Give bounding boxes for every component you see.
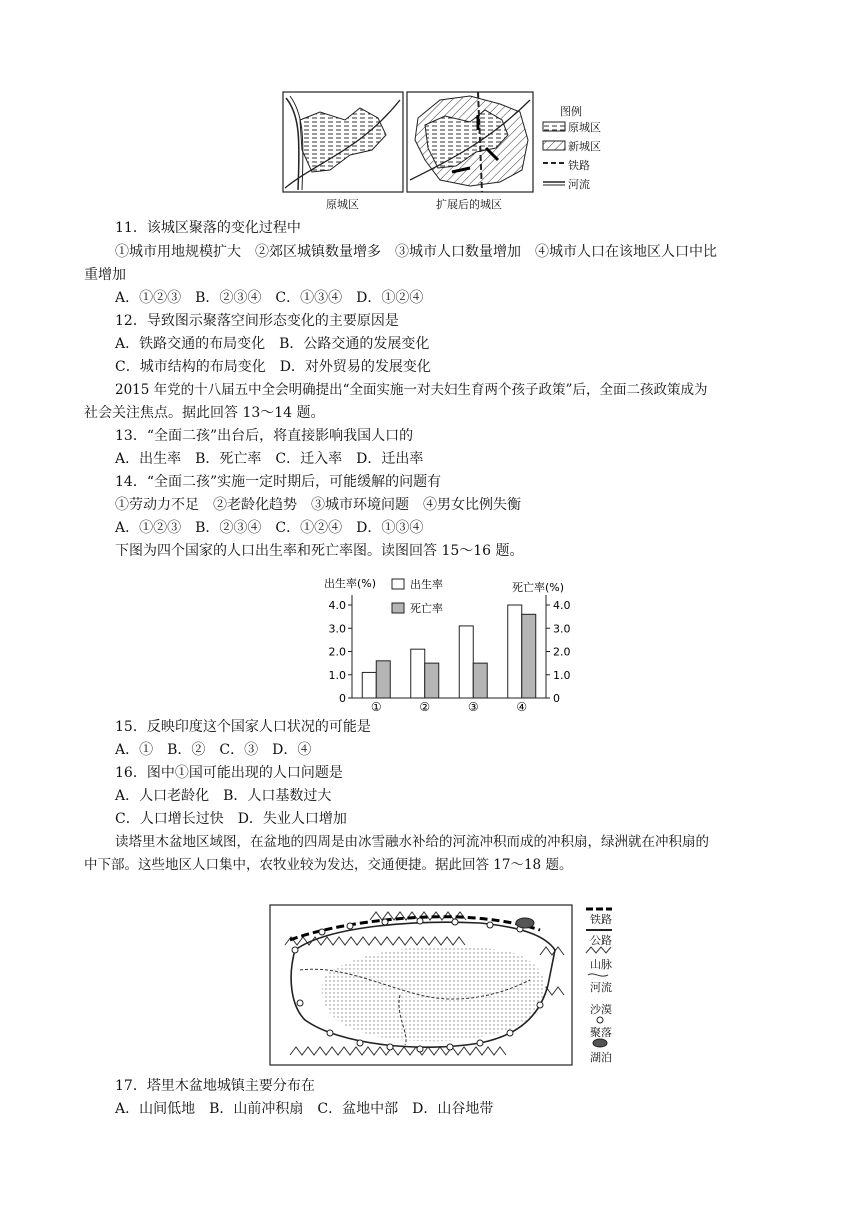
bar-death-rate xyxy=(522,614,536,698)
q17-stem: 17．塔里木盆地城镇主要分布在 xyxy=(115,1078,315,1094)
intro-13-line1: 2015 年党的十八届五中全会明确提出“全面实施一对夫妇生育两个孩子政策”后，全面二孩政策成为 xyxy=(115,382,708,398)
y-tick-label-left: 1.0 xyxy=(328,668,346,682)
q16-stem: 16．图中①国可能出现的人口问题是 xyxy=(115,765,343,781)
y-axis-title-left: 出生率(%) xyxy=(324,577,377,590)
figure-caption-expanded: 扩展后的城区 xyxy=(436,198,502,211)
bar-death-rate xyxy=(425,663,439,698)
y-tick-label-right: 2.0 xyxy=(553,645,571,659)
lake xyxy=(516,918,534,928)
q15-stem: 15．反映印度这个国家人口状况的可能是 xyxy=(115,719,371,735)
tarim-basin-map xyxy=(0,895,860,1075)
y-tick-label-left: 0 xyxy=(339,692,346,705)
legend-lake-swatch xyxy=(593,1039,607,1047)
legend-river-swatch xyxy=(588,974,608,976)
q14-answers: A．①②③ B．②③④ C．①②④ D．①③④ xyxy=(115,520,424,536)
q11-options-line1: ①城市用地规模扩大 ②郊区城镇数量增多 ③城市人口数量增加 ④城市人口在该地区人口中比 xyxy=(115,244,717,260)
legend-label-new: 新城区 xyxy=(568,140,601,153)
intro-15: 下图为四个国家的人口出生率和死亡率图。读图回答 15～16 题。 xyxy=(115,543,524,559)
q12-stem: 12．导致图示聚落空间形态变化的主要原因是 xyxy=(115,313,399,329)
legend-birth-label: 出生率 xyxy=(410,578,443,591)
y-tick-label-right: 0 xyxy=(553,692,560,705)
y-axis-title-right: 死亡率(%) xyxy=(512,581,565,594)
q13-answers: A．出生率 B．死亡率 C．迁入率 D．迁出率 xyxy=(115,451,424,467)
bar-death-rate xyxy=(376,661,390,698)
map-legend-railway: 铁路 xyxy=(590,913,612,926)
map-legend-desert: 沙漠 xyxy=(590,1003,612,1016)
intro-17-line2: 中下部。这些地区人口集中，农牧业较为发达，交通便捷。据此回答 17～18 题。 xyxy=(84,857,573,873)
map-legend-mountain: 山脉 xyxy=(590,958,612,971)
q14-options: ①劳动力不足 ②老龄化趋势 ③城市环境问题 ④男女比例失衡 xyxy=(115,497,521,513)
y-tick-label-left: 2.0 xyxy=(328,645,346,659)
legend-label-railway: 铁路 xyxy=(568,159,590,172)
map-legend-river: 河流 xyxy=(590,981,612,994)
legend-title: 图例 xyxy=(560,105,582,118)
figure-caption-original: 原城区 xyxy=(326,198,359,211)
q16-answers-line1: A．人口老龄化 B．人口基数过大 xyxy=(115,788,332,804)
map-legend-road: 公路 xyxy=(590,934,612,947)
map-legend-settlement: 聚落 xyxy=(590,1026,612,1039)
y-tick-label-right: 3.0 xyxy=(553,622,571,636)
bar-birth-rate xyxy=(459,626,473,698)
legend-new-city-swatch xyxy=(543,141,565,150)
desert-area xyxy=(322,946,546,1041)
y-tick-label-right: 1.0 xyxy=(553,668,571,682)
y-tick-label-left: 3.0 xyxy=(328,622,346,636)
bar-birth-rate xyxy=(508,605,522,698)
q11-answers: A．①②③ B．②③④ C．①③④ D．①②④ xyxy=(115,290,424,306)
legend-settlement-swatch xyxy=(597,1017,603,1023)
q15-answers: A．① B．② C．③ D．④ xyxy=(115,742,312,758)
legend-birth-swatch xyxy=(392,579,404,589)
legend-original-city-swatch xyxy=(543,122,565,131)
bar-birth-rate xyxy=(411,649,425,698)
q16-answers-line2: C．人口增长过快 D．失业人口增加 xyxy=(115,811,347,827)
bar-death-rate xyxy=(473,663,487,698)
bar-birth-rate xyxy=(362,672,376,698)
intro-13-line2: 社会关注焦点。据此回答 13～14 题。 xyxy=(84,405,325,421)
q13-stem: 13．“全面二孩”出台后，将直接影响我国人口的 xyxy=(115,428,414,444)
q11-options-line2: 重增加 xyxy=(84,267,126,283)
x-tick-label: ④ xyxy=(516,700,528,714)
x-tick-label: ② xyxy=(419,700,431,714)
map-legend-lake: 湖泊 xyxy=(590,1051,612,1064)
x-tick-label: ① xyxy=(370,700,382,714)
x-tick-label: ③ xyxy=(467,700,479,714)
legend-label-original: 原城区 xyxy=(568,121,601,134)
y-tick-label-left: 4.0 xyxy=(328,599,346,612)
q11-stem: 11．该城区聚落的变化过程中 xyxy=(115,220,301,236)
y-tick-label-right: 4.0 xyxy=(553,599,571,612)
legend-death-label: 死亡率 xyxy=(410,602,443,615)
q12-answers-line1: A．铁路交通的布局变化 B．公路交通的发展变化 xyxy=(115,336,430,352)
q12-answers-line2: C．城市结构的布局变化 D．对外贸易的发展变化 xyxy=(115,359,431,375)
city-maps-figure xyxy=(0,0,860,215)
q14-stem: 14．“全面二孩”实施一定时期后，可能缓解的问题有 xyxy=(115,474,442,490)
q17-answers: A．山间低地 B．山前冲积扇 C．盆地中部 D．山谷地带 xyxy=(115,1101,494,1117)
intro-17-line1: 读塔里木盆地区域图，在盆地的四周是由冰雪融水补给的河流冲积而成的冲积扇，绿洲就在冲积扇的 xyxy=(115,834,709,850)
legend-death-swatch xyxy=(392,603,404,613)
birth-death-rate-chart xyxy=(0,565,860,715)
legend-label-river: 河流 xyxy=(568,178,590,191)
